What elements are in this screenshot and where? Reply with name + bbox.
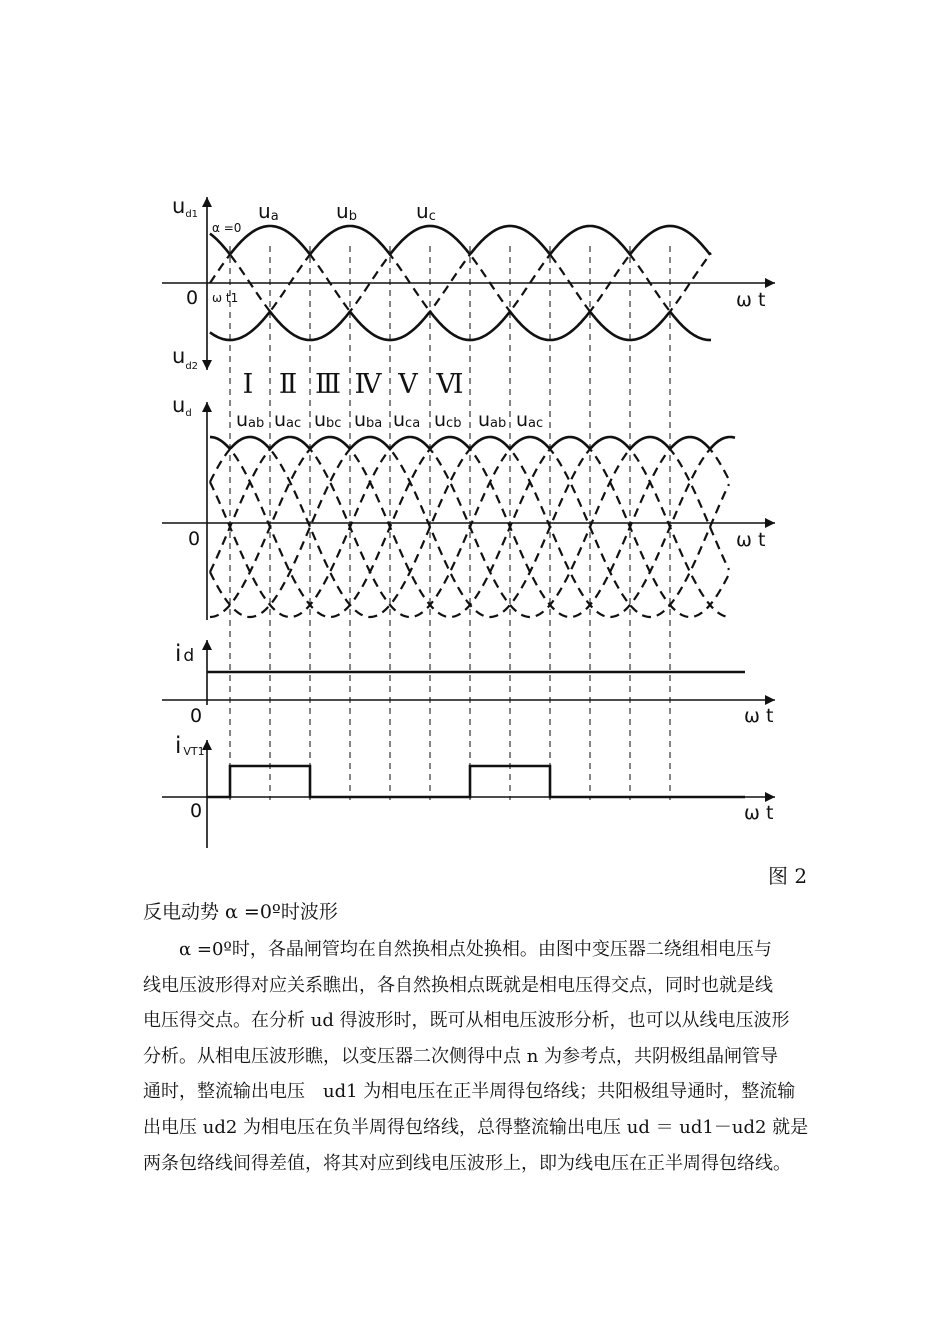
ucb-label: ucb xyxy=(434,409,462,431)
paragraph-line-5: 通时，整流输出电压 ud1 为相电压在正半周得包络线；共阳极组导通时，整流输 xyxy=(143,1081,796,1103)
ivt1-pulse-train xyxy=(207,766,745,797)
interval-label-2: Ⅱ xyxy=(278,369,298,400)
ivt1-x-axis-label: ω t xyxy=(744,802,774,824)
paragraph-line-7: 两条包络线间得差值，将其对应到线电压波形上，即为线电压在正半周得包络线。 xyxy=(143,1152,791,1174)
phase-y-axis-down-arrowhead xyxy=(202,360,212,370)
interval-label-6: Ⅵ xyxy=(436,369,464,400)
alpha-annotation: α =0 xyxy=(212,221,242,235)
interval-label-3: Ⅲ xyxy=(314,369,342,400)
line-x-axis-label: ω t xyxy=(736,529,766,551)
axes xyxy=(162,197,775,848)
uba-label: uba xyxy=(354,409,383,431)
ud1-axis-label: ud1 xyxy=(172,194,199,220)
ivt1-axis-label: iVT1 xyxy=(175,733,205,759)
ubc-label: ubc xyxy=(314,409,342,431)
body-paragraph xyxy=(143,932,813,1181)
phase-y-axis-up-arrowhead xyxy=(202,197,212,207)
id-zero-label: 0 xyxy=(190,705,203,727)
uab-label-1: uab xyxy=(236,409,265,431)
paragraph-line-6: 出电压 ud2 为相电压在负半周得包络线，总得整流输出电压 ud ＝ ud1－ud2 就是 xyxy=(143,1116,809,1138)
omega-t1-annotation: ω t1 xyxy=(212,291,239,305)
uc-label: uc xyxy=(416,199,436,224)
id-axis-label: i d xyxy=(175,641,195,667)
uac-label-2: uac xyxy=(516,409,544,431)
figure-number: 图 2 xyxy=(768,864,808,888)
paragraph-line-4: 分析。从相电压波形瞧，以变压器二次侧得中点 n 为参考点，共阴极组晶闸管导 xyxy=(143,1045,779,1067)
phase-zero-label: 0 xyxy=(186,287,199,309)
interval-label-5: Ⅴ xyxy=(398,369,418,400)
ivt1-x-axis-arrowhead xyxy=(765,792,775,802)
id-x-axis-label: ω t xyxy=(744,705,774,727)
id-y-axis-arrowhead xyxy=(202,640,212,650)
id-x-axis-arrowhead xyxy=(765,695,775,705)
ud2-envelope xyxy=(210,312,711,341)
ua-label: ua xyxy=(258,199,279,224)
ud-envelope xyxy=(210,437,735,449)
uca-label: uca xyxy=(393,409,421,431)
waveform-curves xyxy=(207,226,745,797)
interval-label-1: Ⅰ xyxy=(242,369,254,400)
ud-axis-label: ud xyxy=(172,393,192,419)
ud2-axis-label: $u_{d2}$ xyxy=(172,344,199,372)
interval-label-4: Ⅳ xyxy=(354,369,382,400)
paragraph-line-1: α =0º时，各晶闸管均在自然换相点处换相。由图中变压器二绕组相电压与 xyxy=(179,939,772,960)
ivt1-zero-label: 0 xyxy=(190,800,203,822)
phase-x-axis-label: ω t xyxy=(736,289,766,311)
uab-label-2: uab xyxy=(478,409,507,431)
ub-label: ub xyxy=(336,199,357,224)
ud1-envelope xyxy=(210,226,711,255)
uac-label-1: uac xyxy=(274,409,302,431)
phase-x-axis-arrowhead xyxy=(765,278,775,288)
line-x-axis-arrowhead xyxy=(765,518,775,528)
paragraph-line-3: 电压得交点。在分析 ud 得波形时，既可从相电压波形分析，也可以从线电压波形 xyxy=(143,1010,790,1032)
line-zero-label: 0 xyxy=(188,528,201,550)
line-y-axis-arrowhead xyxy=(202,402,212,412)
section-title: 反电动势 α =0º时波形 xyxy=(143,901,338,923)
paragraph-line-2: 线电压波形得对应关系瞧出，各自然换相点既就是相电压得交点，同时也就是线 xyxy=(143,974,773,996)
